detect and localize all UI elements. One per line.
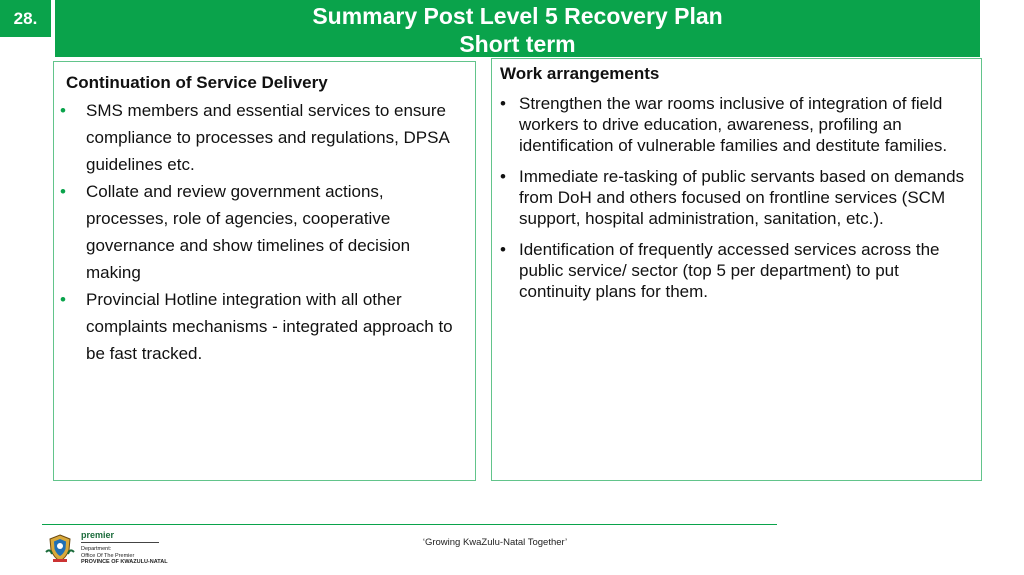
premier-logo (44, 530, 194, 570)
title-bar (55, 0, 980, 57)
list-item-text: SMS members and essential services to ensure compliance to processes and regulations, DPSA guidelines etc. (86, 101, 449, 174)
list-item-text: Strengthen the war rooms inclusive of integration of field workers to drive education, awareness, profiling an identification of vulnerable families and destitute families. (519, 94, 948, 155)
right-panel (491, 58, 982, 481)
bullet-icon: • (500, 240, 506, 259)
bullet-icon: • (60, 101, 66, 120)
right-panel-heading: Work arrangements (500, 64, 660, 83)
list-item-text: Identification of frequently accessed services across the public service/ sector (top 5 per department) to put continuity plans for them. (519, 240, 940, 301)
logo-rule (81, 542, 159, 543)
coat-of-arms-icon (44, 532, 76, 564)
footer-divider (42, 524, 777, 525)
slide-title: Summary Post Level 5 Recovery Plan (312, 3, 723, 29)
list-item (60, 286, 467, 367)
list-item (500, 239, 973, 302)
bullet-icon: • (500, 167, 506, 186)
footer-tagline: ‘Growing KwaZulu-Natal Together’ (422, 537, 568, 548)
slide-subtitle: Short term (459, 31, 576, 57)
list-item (500, 166, 973, 229)
logo-department-label: Department: (81, 546, 112, 552)
slide-number: 28. (0, 0, 51, 37)
list-item (60, 178, 467, 286)
right-bullet-list (500, 93, 973, 302)
logo-brand: premier (81, 530, 115, 540)
bullet-icon: • (500, 94, 506, 113)
bullet-icon: • (60, 182, 66, 201)
logo-office: Office Of The Premier (81, 552, 135, 559)
left-bullet-list (60, 97, 467, 367)
logo-province: PROVINCE OF KWAZULU-NATAL (81, 559, 168, 565)
left-panel (53, 61, 476, 481)
list-item (500, 93, 973, 156)
list-item-text: Provincial Hotline integration with all other complaints mechanisms - integrated approach to be fast tracked. (86, 290, 453, 363)
list-item-text: Collate and review government actions, processes, role of agencies, cooperative governance and show timelines of decision making (86, 182, 411, 282)
bullet-icon: • (60, 290, 66, 309)
list-item-text: Immediate re-tasking of public servants based on demands from DoH and others focused on frontline services (SCM support, hospital administration, sanitation, etc.). (519, 167, 965, 228)
list-item (60, 97, 467, 178)
left-panel-heading: Continuation of Service Delivery (66, 73, 328, 92)
logo-text (81, 530, 201, 566)
